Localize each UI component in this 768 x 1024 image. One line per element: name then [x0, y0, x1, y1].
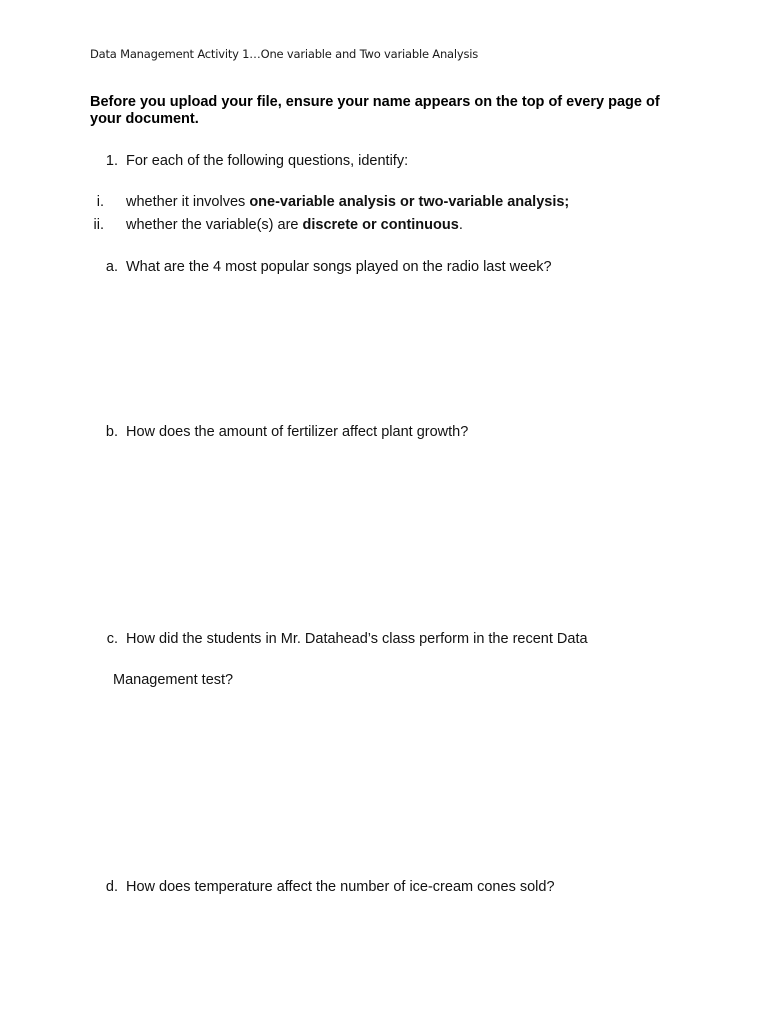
- part-c-question-continuation: Management test?: [113, 672, 234, 688]
- question-text: For each of the following questions, identify:: [126, 153, 409, 169]
- criterion-i: [126, 194, 569, 211]
- criterion-marker-i: i.: [96, 194, 104, 210]
- part-marker-b: b.: [105, 424, 118, 440]
- criterion-ii: [126, 217, 463, 234]
- part-marker-d: d.: [105, 879, 118, 895]
- question-number: 1.: [105, 153, 118, 169]
- part-d-question: How does temperature affect the number of ice-cream cones sold?: [126, 879, 555, 895]
- part-marker-a: a.: [105, 259, 118, 275]
- criterion-ii-emphasis: discrete or continuous: [302, 217, 459, 233]
- criterion-marker-ii: ii.: [93, 217, 104, 233]
- criterion-i-emphasis: one-variable analysis or two-variable analysis;: [249, 194, 570, 210]
- criterion-ii-prefix: whether the variable(s) are: [126, 217, 303, 233]
- upload-instruction: Before you upload your file, ensure your name appears on the top of every page of your document.: [90, 94, 660, 127]
- part-marker-c: c.: [106, 631, 118, 647]
- page-header: Data Management Activity 1…One variable and Two variable Analysis: [90, 47, 479, 61]
- criterion-i-prefix: whether it involves: [126, 194, 250, 210]
- part-b-question: How does the amount of fertilizer affect plant growth?: [126, 424, 469, 440]
- criterion-ii-suffix: .: [458, 217, 463, 233]
- part-a-question: What are the 4 most popular songs played on the radio last week?: [126, 259, 552, 275]
- part-c-question: How did the students in Mr. Datahead’s class perform in the recent Data: [126, 631, 588, 647]
